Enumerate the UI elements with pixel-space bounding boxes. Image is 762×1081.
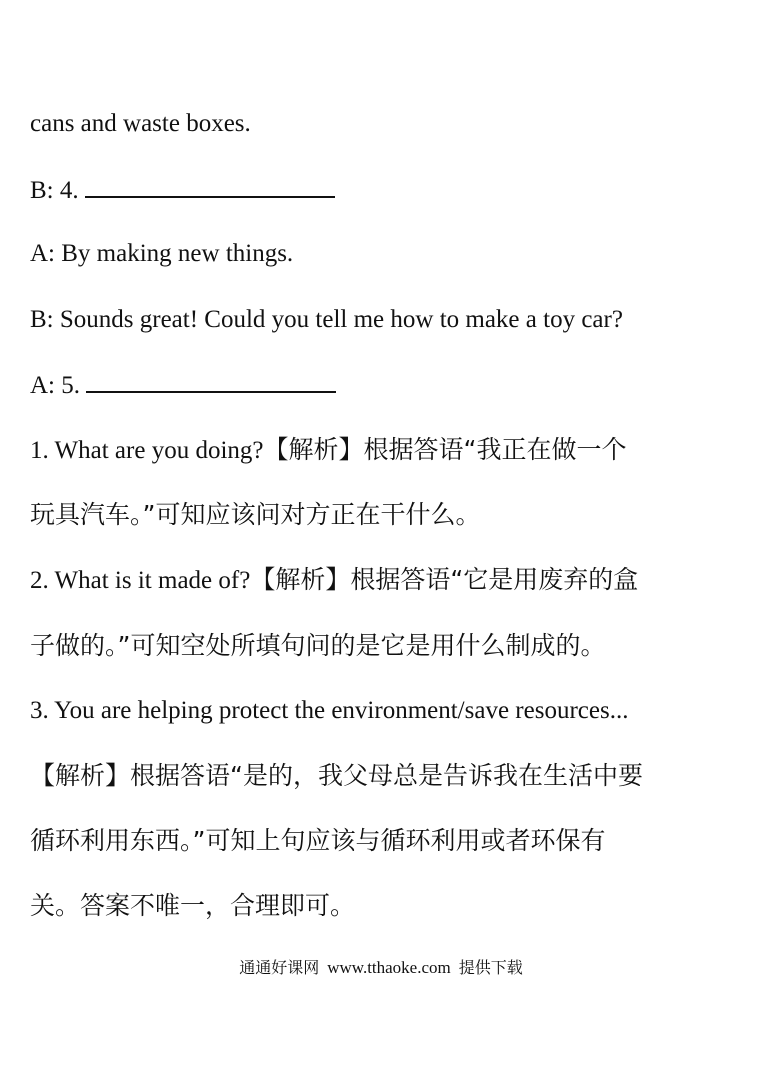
dialogue-line-3: A: By making new things. [30, 240, 294, 267]
answer-1-analysis-cont: 玩具汽车。”可知应该问对方正在干什么。 [30, 500, 481, 529]
dialogue-line-2-prefix: B: 4. [30, 177, 79, 204]
answer-3-analysis-end: 关。答案不唯一，合理即可。 [30, 891, 356, 920]
answer-2-line [30, 564, 638, 597]
page-footer [0, 958, 762, 978]
answer-2-english: 2. What is it made of? [30, 567, 251, 594]
answer-3-english: 3. You are helping protect the environment/save resources... [30, 697, 629, 724]
dialogue-line-5-prefix: A: 5. [30, 372, 80, 399]
answer-blank-4[interactable] [85, 174, 335, 198]
dialogue-line-5 [30, 369, 336, 402]
answer-blank-5[interactable] [86, 369, 336, 393]
answer-1-english: 1. What are you doing? [30, 437, 264, 464]
dialogue-line-1: cans and waste boxes. [30, 110, 251, 137]
dialogue-line-4: B: Sounds great! Could you tell me how to make a toy car? [30, 306, 623, 333]
answer-3-analysis-cont: 循环利用东西。”可知上句应该与循环利用或者环保有 [30, 826, 606, 855]
footer-site-name: 通通好课网 [239, 958, 320, 977]
answer-2-analysis-cont: 子做的。”可知空处所填句问的是它是用什么制成的。 [30, 631, 606, 660]
answer-1-line [30, 434, 626, 467]
answer-3-analysis: 【解析】根据答语“是的，我父母总是告诉我在生活中要 [30, 761, 643, 790]
footer-url[interactable]: www.tthaoke.com [327, 958, 451, 977]
answer-2-analysis: 【解析】根据答语“它是用废弃的盒 [250, 565, 639, 594]
footer-tagline: 提供下载 [458, 958, 523, 977]
dialogue-line-2 [30, 174, 335, 207]
answer-1-analysis: 【解析】根据答语“我正在做一个 [263, 435, 627, 464]
